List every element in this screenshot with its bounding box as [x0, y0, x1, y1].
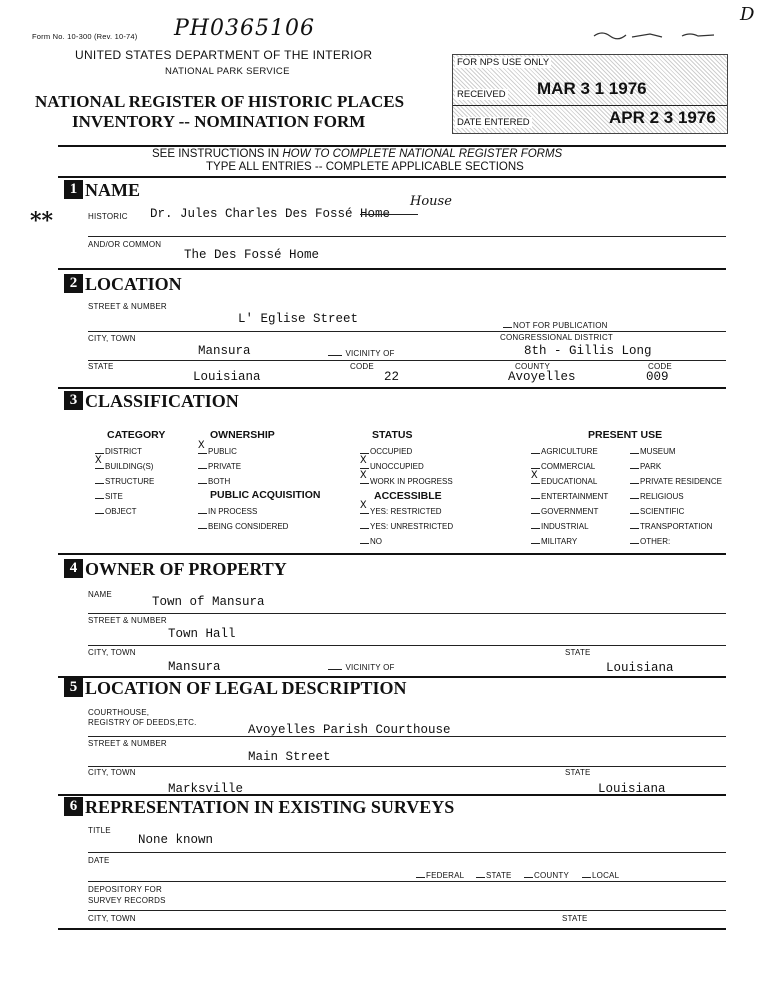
- checkbox-category-0[interactable]: [95, 446, 142, 456]
- checkbox-label: BUILDING(S): [105, 462, 154, 471]
- checkbox-label: EDUCATIONAL: [541, 477, 598, 486]
- category-heading: CATEGORY: [107, 429, 166, 441]
- owner-state-label: STATE: [565, 648, 591, 657]
- location-vicinity: VICINITY OF: [328, 348, 395, 358]
- check-mark: X: [360, 506, 369, 514]
- check-mark: [531, 491, 540, 499]
- section-4-heading: 4 OWNER OF PROPERTY: [64, 559, 287, 580]
- checkbox-label: ENTERTAINMENT: [541, 492, 609, 501]
- checkbox-label: COMMERCIAL: [541, 462, 596, 471]
- checkbox-label: AGRICULTURE: [541, 447, 598, 456]
- checkbox-label: PRIVATE RESIDENCE: [640, 477, 722, 486]
- check-mark: [95, 446, 104, 454]
- checkbox-label: STRUCTURE: [105, 477, 155, 486]
- checkbox-ownership-0[interactable]: [198, 440, 237, 456]
- owner-city-label: CITY, TOWN: [88, 648, 136, 657]
- checkbox-label: BOTH: [208, 477, 231, 486]
- status-heading: STATUS: [372, 429, 413, 441]
- checkbox-category-2[interactable]: [95, 476, 154, 486]
- checkbox-label: WORK IN PROGRESS: [370, 477, 453, 486]
- department-name: UNITED STATES DEPARTMENT OF THE INTERIOR: [75, 48, 373, 62]
- nps-box-heading: FOR NPS USE ONLY: [457, 57, 550, 68]
- survey-title-label: TITLE: [88, 826, 111, 835]
- location-street-label: STREET & NUMBER: [88, 302, 167, 311]
- check-mark: [95, 506, 104, 514]
- check-mark: X: [360, 476, 369, 484]
- check-mark: [630, 461, 639, 469]
- service-name: NATIONAL PARK SERVICE: [165, 66, 290, 77]
- checkbox-label: PRIVATE: [208, 462, 242, 471]
- check-mark: [630, 446, 639, 454]
- check-mark: [360, 536, 369, 544]
- checkbox-label: RELIGIOUS: [640, 492, 684, 501]
- checkbox-label: YES: RESTRICTED: [370, 507, 442, 516]
- check-mark: [531, 506, 540, 514]
- received-label: RECEIVED: [457, 89, 506, 100]
- checkbox-label: MILITARY: [541, 537, 578, 546]
- section-5-heading: 5 LOCATION OF LEGAL DESCRIPTION: [64, 678, 407, 699]
- section-6-heading: 6 REPRESENTATION IN EXISTING SURVEYS: [64, 797, 454, 818]
- legal-street-value: Main Street: [248, 750, 331, 764]
- location-city-label: CITY, TOWN: [88, 334, 136, 343]
- survey-level-federal: FEDERAL: [416, 870, 464, 880]
- handwritten-asterisk: **: [30, 208, 54, 234]
- checkbox-label: PUBLIC: [208, 447, 237, 456]
- location-state-value: Louisiana: [193, 370, 261, 384]
- checkbox-ownership-1[interactable]: [198, 461, 241, 471]
- form-title-line1: NATIONAL REGISTER OF HISTORIC PLACES: [35, 92, 405, 111]
- checkbox-label: UNOCCUPIED: [370, 462, 424, 471]
- checkbox-access-2[interactable]: [360, 536, 382, 546]
- survey-level-state: STATE: [476, 870, 512, 880]
- checkbox-access-1[interactable]: [360, 521, 453, 531]
- checkbox-use-left-0[interactable]: [531, 446, 598, 456]
- checkbox-use-right-3[interactable]: [630, 491, 684, 501]
- location-code-label: CODE: [350, 362, 374, 371]
- checkbox-use-right-2[interactable]: [630, 476, 722, 486]
- depository-label-line1: DEPOSITORY FOR: [88, 885, 162, 894]
- date-entered-stamp: APR 2 3 1976: [609, 108, 716, 127]
- checkbox-use-right-6[interactable]: [630, 536, 670, 546]
- checkbox-label: DISTRICT: [105, 447, 142, 456]
- checkbox-status-0[interactable]: [360, 446, 412, 456]
- checkbox-label: MUSEUM: [640, 447, 676, 456]
- check-mark: [630, 521, 639, 529]
- checkbox-use-right-4[interactable]: [630, 506, 684, 516]
- checkbox-status-2[interactable]: [360, 470, 453, 486]
- check-mark: [630, 506, 639, 514]
- owner-state-value: Louisiana: [606, 661, 674, 675]
- checkbox-use-left-4[interactable]: [531, 506, 598, 516]
- present-use-heading: PRESENT USE: [588, 429, 663, 441]
- location-county-code-label: CODE: [648, 362, 672, 371]
- checkbox-label: SITE: [105, 492, 123, 501]
- check-mark: X: [360, 461, 369, 469]
- location-county-code-value: 009: [646, 370, 669, 384]
- checkbox-use-left-1[interactable]: [531, 461, 595, 471]
- handwritten-reference-id: PH0365106: [174, 16, 315, 41]
- check-mark: [198, 521, 207, 529]
- checkbox-use-right-1[interactable]: [630, 461, 661, 471]
- check-mark: [95, 491, 104, 499]
- checkbox-acq-0[interactable]: [198, 506, 257, 516]
- location-code-value: 22: [384, 370, 400, 384]
- checkbox-label: YES: UNRESTRICTED: [370, 522, 454, 531]
- page-mark: D: [740, 4, 755, 25]
- check-mark: [198, 506, 207, 514]
- checkbox-label: PARK: [640, 462, 662, 471]
- checkbox-use-right-5[interactable]: [630, 521, 712, 531]
- checkbox-label: OBJECT: [105, 507, 137, 516]
- checkbox-category-4[interactable]: [95, 506, 137, 516]
- public-acquisition-heading: PUBLIC ACQUISITION: [210, 489, 321, 501]
- survey-city-label: CITY, TOWN: [88, 914, 136, 923]
- historic-name-value: Dr. Jules Charles Des Fossé Home: [150, 207, 391, 221]
- strikethrough-home: [360, 214, 418, 215]
- check-mark: [531, 446, 540, 454]
- checkbox-access-0[interactable]: [360, 500, 442, 516]
- courthouse-value: Avoyelles Parish Courthouse: [248, 723, 451, 737]
- checkbox-use-right-0[interactable]: [630, 446, 676, 456]
- nps-use-only-box: [452, 54, 728, 134]
- checkbox-label: INDUSTRIAL: [541, 522, 589, 531]
- instructions-line2: TYPE ALL ENTRIES -- COMPLETE APPLICABLE SECTIONS: [206, 161, 524, 173]
- location-county-value: Avoyelles: [508, 370, 576, 384]
- historic-label: HISTORIC: [88, 212, 128, 221]
- owner-street-label: STREET & NUMBER: [88, 616, 167, 625]
- owner-name-label: NAME: [88, 590, 112, 599]
- checkbox-label: BEING CONSIDERED: [208, 522, 289, 531]
- form-title-line2: INVENTORY -- NOMINATION FORM: [72, 112, 366, 131]
- accessible-heading: ACCESSIBLE: [374, 490, 442, 502]
- instructions-line1: SEE INSTRUCTIONS IN HOW TO COMPLETE NATIONAL REGISTER FORMS: [152, 148, 563, 160]
- section-1-heading: 1 NAME: [64, 180, 140, 201]
- owner-street-value: Town Hall: [168, 627, 236, 641]
- owner-city-value: Mansura: [168, 660, 221, 674]
- owner-name-value: Town of Mansura: [152, 595, 265, 609]
- survey-title-value: None known: [138, 833, 214, 847]
- checkbox-label: SCIENTIFIC: [640, 507, 685, 516]
- survey-date-label: DATE: [88, 856, 110, 865]
- check-mark: [630, 536, 639, 544]
- location-city-value: Mansura: [198, 344, 251, 358]
- legal-city-value: Marksville: [168, 782, 244, 796]
- survey-state-label: STATE: [562, 914, 588, 923]
- checkbox-label: GOVERNMENT: [541, 507, 599, 516]
- ownership-heading: OWNERSHIP: [210, 429, 275, 441]
- courthouse-label-line2: REGISTRY OF DEEDS,ETC.: [88, 718, 197, 727]
- checkbox-label: NO: [370, 537, 382, 546]
- checkbox-use-left-6[interactable]: [531, 536, 577, 546]
- legal-state-value: Louisiana: [598, 782, 666, 796]
- check-mark: [198, 476, 207, 484]
- checkbox-use-left-3[interactable]: [531, 491, 608, 501]
- checkbox-ownership-2[interactable]: [198, 476, 230, 486]
- congressional-district-label: CONGRESSIONAL DISTRICT: [500, 333, 614, 342]
- check-mark: X: [95, 461, 104, 469]
- checkbox-label: OCCUPIED: [370, 447, 413, 456]
- common-name-label: AND/OR COMMON: [88, 240, 162, 249]
- checkbox-acq-1[interactable]: [198, 521, 288, 531]
- legal-city-label: CITY, TOWN: [88, 768, 136, 777]
- handwritten-correction-house: House: [410, 194, 452, 209]
- check-mark: [95, 476, 104, 484]
- location-street-value: L' Eglise Street: [238, 312, 359, 326]
- check-mark: [360, 446, 369, 454]
- handwritten-scrawl-top-right: [590, 26, 720, 38]
- section-2-heading: 2 LOCATION: [64, 274, 182, 295]
- check-mark: [531, 521, 540, 529]
- form-number: Form No. 10-300 (Rev. 10-74): [32, 32, 138, 41]
- checkbox-label: TRANSPORTATION: [640, 522, 713, 531]
- check-mark: [360, 521, 369, 529]
- received-date-stamp: MAR 3 1 1976: [537, 79, 647, 98]
- congressional-district-value: 8th - Gillis Long: [524, 344, 652, 358]
- checkbox-label: IN PROCESS: [208, 507, 258, 516]
- checkbox-use-left-2[interactable]: [531, 470, 598, 486]
- location-state-label: STATE: [88, 362, 114, 371]
- checkbox-category-1[interactable]: [95, 455, 154, 471]
- survey-level-local: LOCAL: [582, 870, 619, 880]
- date-entered-label: DATE ENTERED: [457, 117, 530, 128]
- checkbox-label: OTHER:: [640, 537, 671, 546]
- check-mark: [531, 536, 540, 544]
- legal-street-label: STREET & NUMBER: [88, 739, 167, 748]
- check-mark: [198, 461, 207, 469]
- check-mark: X: [531, 476, 540, 484]
- checkbox-category-3[interactable]: [95, 491, 123, 501]
- check-mark: X: [198, 446, 207, 454]
- courthouse-label-line1: COURTHOUSE,: [88, 708, 150, 717]
- owner-vicinity: VICINITY OF: [328, 662, 395, 672]
- check-mark: [630, 476, 639, 484]
- section-3-heading: 3 CLASSIFICATION: [64, 391, 239, 412]
- location-county-label: COUNTY: [515, 362, 550, 371]
- check-mark: [630, 491, 639, 499]
- not-for-publication: NOT FOR PUBLICATION: [503, 320, 608, 330]
- common-name-value: The Des Fossé Home: [184, 248, 320, 262]
- survey-level-county: COUNTY: [524, 870, 569, 880]
- checkbox-use-left-5[interactable]: [531, 521, 589, 531]
- legal-state-label: STATE: [565, 768, 591, 777]
- check-mark: [531, 461, 540, 469]
- depository-label-line2: SURVEY RECORDS: [88, 896, 166, 905]
- checkbox-status-1[interactable]: [360, 455, 424, 471]
